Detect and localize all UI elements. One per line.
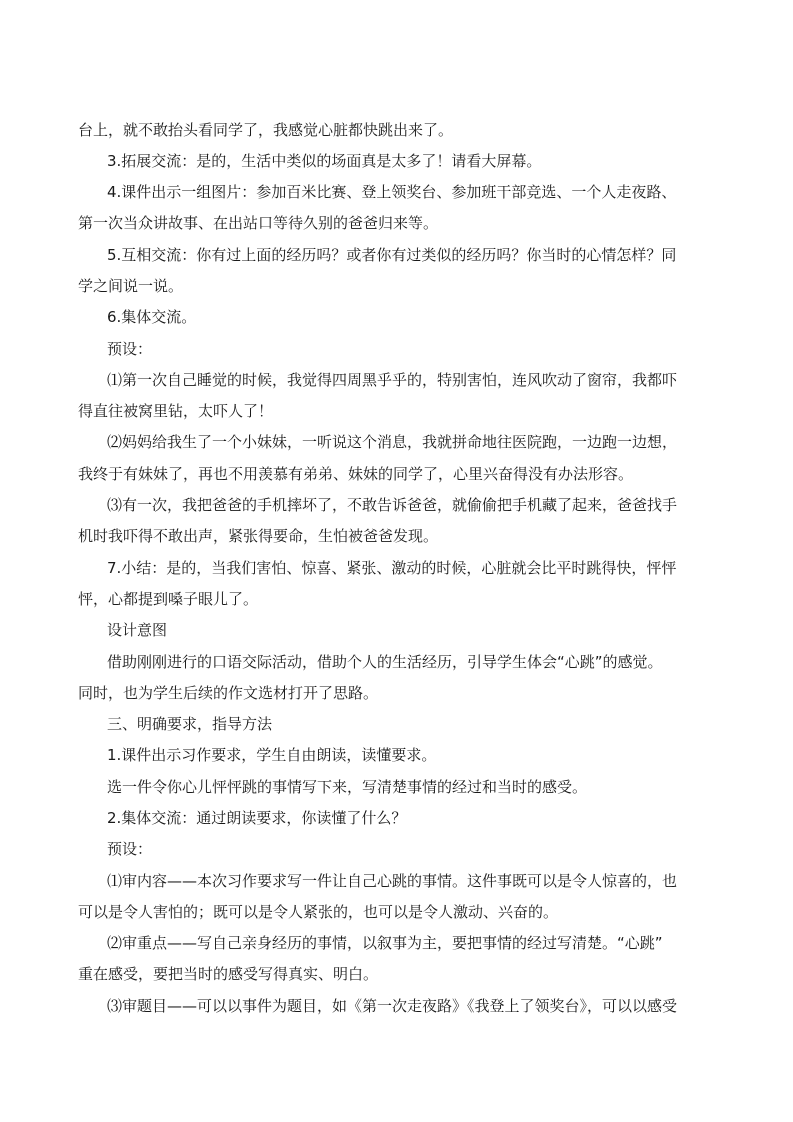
text-line: 学之间说一说。 xyxy=(78,277,184,295)
section-heading: 三、明确要求，指导方法 xyxy=(107,715,273,733)
text-line: 5.互相交流：你有过上面的经历吗？或者你有过类似的经历吗？你当时的心情怎样？同 xyxy=(107,246,677,264)
text-line: ⑵审重点——写自己亲身经历的事情，以叙事为主，要把事情的经过写清楚。“心跳” xyxy=(107,934,663,952)
text-line: 同时，也为学生后续的作文选材打开了思路。 xyxy=(78,684,379,702)
text-line: ⑴审内容——本次习作要求写一件让自己心跳的事情。这件事既可以是令人惊喜的，也 xyxy=(107,872,678,890)
text-line: 怦，心都提到嗓子眼儿了。 xyxy=(78,590,259,608)
text-line: 预设： xyxy=(107,840,153,858)
text-line: 2.集体交流：通过朗读要求，你读懂了什么？ xyxy=(107,809,407,827)
text-line: 3.拓展交流：是的，生活中类似的场面真是太多了！请看大屏幕。 xyxy=(107,152,542,170)
text-line: 6.集体交流。 xyxy=(107,308,197,326)
text-line: 7.小结：是的，当我们害怕、惊喜、紧张、激动的时候，心脏就会比平时跳得快，怦怦 xyxy=(107,559,677,577)
text-line: 得直往被窝里钻，太吓人了！ xyxy=(78,402,274,420)
text-line: 我终于有妹妹了，再也不用羡慕有弟弟、妹妹的同学了，心里兴奋得没有办法形容。 xyxy=(78,465,634,483)
text-line: 可以是令人害怕的；既可以是令人紧张的，也可以是令人激动、兴奋的。 xyxy=(78,903,559,921)
text-line: ⑶审题目——可以以事件为题目，如《第一次走夜路》《我登上了领奖台》，可以以感受 xyxy=(107,997,678,1015)
section-heading: 设计意图 xyxy=(107,621,168,639)
text-line: ⑵妈妈给我生了一个小妹妹，一听说这个消息，我就拼命地往医院跑，一边跑一边想， xyxy=(107,433,678,451)
text-line: 重在感受，要把当时的感受写得真实、明白。 xyxy=(78,965,379,983)
text-line: ⑴第一次自己睡觉的时候，我觉得四周黑乎乎的，特别害怕，连风吹动了窗帘，我都吓 xyxy=(107,371,678,389)
text-line: 台上，就不敢抬头看同学了，我感觉心脏都快跳出来了。 xyxy=(78,121,454,139)
text-line: 借助刚刚进行的口语交际活动，借助个人的生活经历，引导学生体会“心跳”的感觉。 xyxy=(107,653,663,671)
text-line: 4.课件出示一组图片：参加百米比赛、登上领奖台、参加班干部竞选、一个人走夜路、 xyxy=(107,183,677,201)
text-line: 选一件令你心儿怦怦跳的事情写下来，写清楚事情的经过和当时的感受。 xyxy=(107,778,588,796)
text-line: 机时我吓得不敢出声，紧张得要命，生怕被爸爸发现。 xyxy=(78,527,439,545)
text-line: 预设： xyxy=(107,340,153,358)
text-line: ⑶有一次，我把爸爸的手机摔坏了，不敢告诉爸爸，就偷偷把手机藏了起来，爸爸找手 xyxy=(107,496,678,514)
text-line: 第一次当众讲故事、在出站口等待久别的爸爸归来等。 xyxy=(78,214,439,232)
text-line: 1.课件出示习作要求，学生自由朗读，读懂要求。 xyxy=(107,746,437,764)
